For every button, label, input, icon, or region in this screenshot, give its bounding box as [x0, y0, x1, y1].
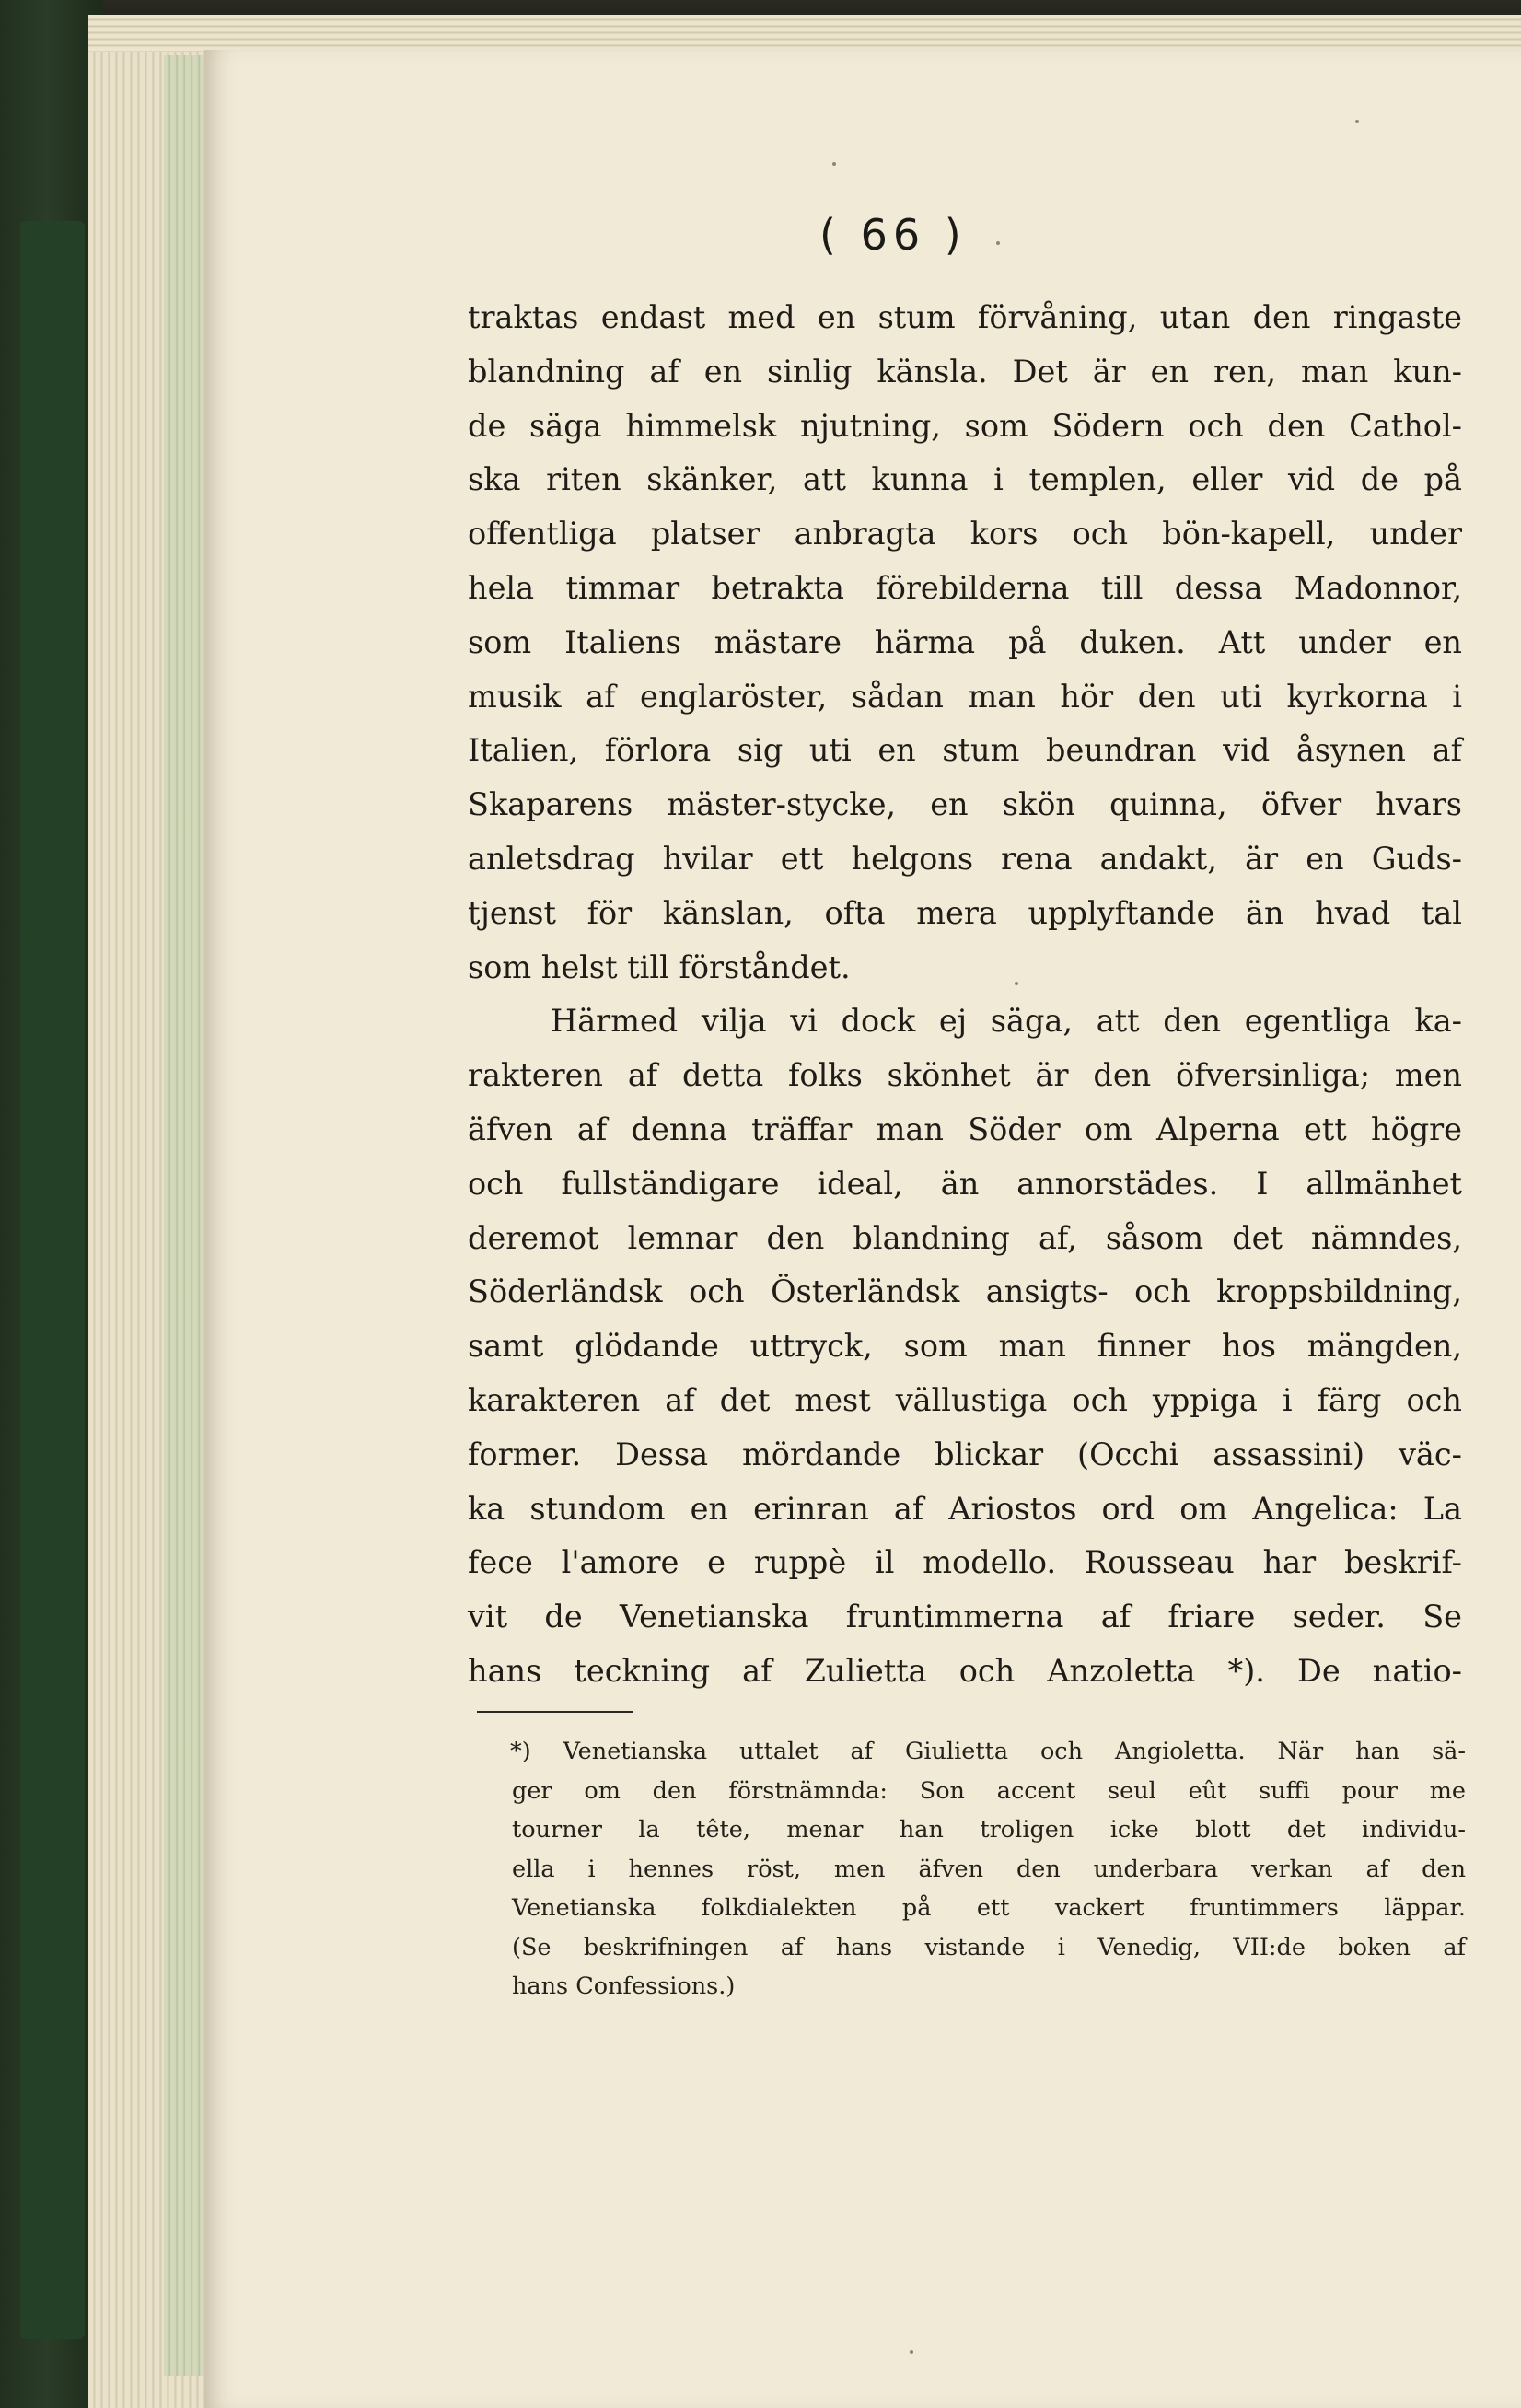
- paper-speck: [1015, 982, 1018, 985]
- text-line: ska riten skänker, att kunna i templen, eller vid de på: [468, 461, 1462, 498]
- text-line: deremot lemnar den blandning af, såsom det nämndes,: [468, 1219, 1462, 1256]
- text-line: offentliga platser anbragta kors och bön-kapell, under: [468, 516, 1462, 553]
- paper-speck: [910, 2350, 913, 2354]
- text-line: Söderländsk och Österländsk ansigts- och kroppsbildning,: [468, 1274, 1462, 1310]
- text-line: karakteren af det mest vällustiga och yppiga i färg och: [468, 1381, 1462, 1418]
- footnote-line: hans Confessions.): [512, 1972, 736, 2000]
- paper-speck: [996, 241, 1000, 245]
- text-line: och fullständigare ideal, än annorstädes. I allmänhet: [468, 1165, 1462, 1202]
- text-line: rakteren af detta folks skönhet är den öfversinliga; men: [468, 1057, 1462, 1094]
- text-line: traktas endast med en stum förvåning, utan den ringaste: [468, 299, 1462, 335]
- text-line: ka stundom en erinran af Ariostos ord om Angelica: La: [468, 1490, 1462, 1527]
- text-line: Italien, förlora sig uti en stum beundran vid åsynen af: [468, 732, 1462, 769]
- footnote-divider: [477, 1711, 633, 1713]
- paragraph-start-line: Härmed vilja vi dock ej säga, att den egentliga ka-: [551, 1003, 1462, 1040]
- text-line: fece l'amore e ruppè il modello. Rousseau har beskrif-: [468, 1544, 1462, 1581]
- footnote-line: tourner la tête, menar han troligen icke blott det individu-: [512, 1816, 1466, 1844]
- green-binding: [20, 221, 85, 2339]
- page-number: ( 66 ): [819, 210, 967, 260]
- text-line: som helst till förståndet.: [468, 948, 851, 985]
- footnote-line: *) Venetianska uttalet af Giulietta och Angioletta. När han sä-: [510, 1738, 1466, 1765]
- paper-speck: [832, 162, 836, 166]
- paper-speck: [1355, 120, 1359, 123]
- body-text: [468, 291, 1462, 1699]
- footnote-line: ger om den förstnämnda: Son accent seul eût suffi pour me: [512, 1776, 1466, 1805]
- text-line: de säga himmelsk njutning, som Södern och den Cathol-: [468, 407, 1462, 444]
- text-line: som Italiens mästare härma på duken. Att under en: [468, 623, 1462, 660]
- text-line: tjenst för känslan, ofta mera upplyftande än hvad tal: [468, 894, 1462, 931]
- footnote: [512, 1732, 1466, 2007]
- text-line: Skaparens mäster-stycke, en skön quinna, öfver hvars: [468, 786, 1462, 823]
- text-line: hans teckning af Zulietta och Anzoletta *). De natio-: [468, 1652, 1462, 1689]
- text-line: hela timmar betrakta förebilderna till dessa Madonnor,: [468, 569, 1462, 606]
- top-page-edges: [88, 15, 1521, 52]
- text-line: former. Dessa mördande blickar (Occhi assassini) väc-: [468, 1436, 1462, 1472]
- footnote-line: (Se beskrifningen af hans vistande i Venedig, VII:de boken af: [512, 1933, 1466, 1961]
- text-line: anletsdrag hvilar ett helgons rena andakt, är en Guds-: [468, 840, 1462, 877]
- footnote-line: ella i hennes röst, men äfven den underbara verkan af den: [512, 1855, 1466, 1883]
- page-edges-tinted: [164, 55, 206, 2376]
- footnote-line: Venetianska folkdialekten på ett vackert fruntimmers läppar.: [512, 1894, 1466, 1922]
- text-line: vit de Venetianska fruntimmerna af friare seder. Se: [468, 1599, 1462, 1635]
- text-line: blandning af en sinlig känsla. Det är en ren, man kun-: [468, 353, 1462, 390]
- text-line: musik af englaröster, sådan man hör den uti kyrkorna i: [468, 678, 1462, 715]
- text-line: samt glödande uttryck, som man finner hos mängden,: [468, 1328, 1462, 1365]
- text-line: äfven af denna träffar man Söder om Alperna ett högre: [468, 1111, 1462, 1147]
